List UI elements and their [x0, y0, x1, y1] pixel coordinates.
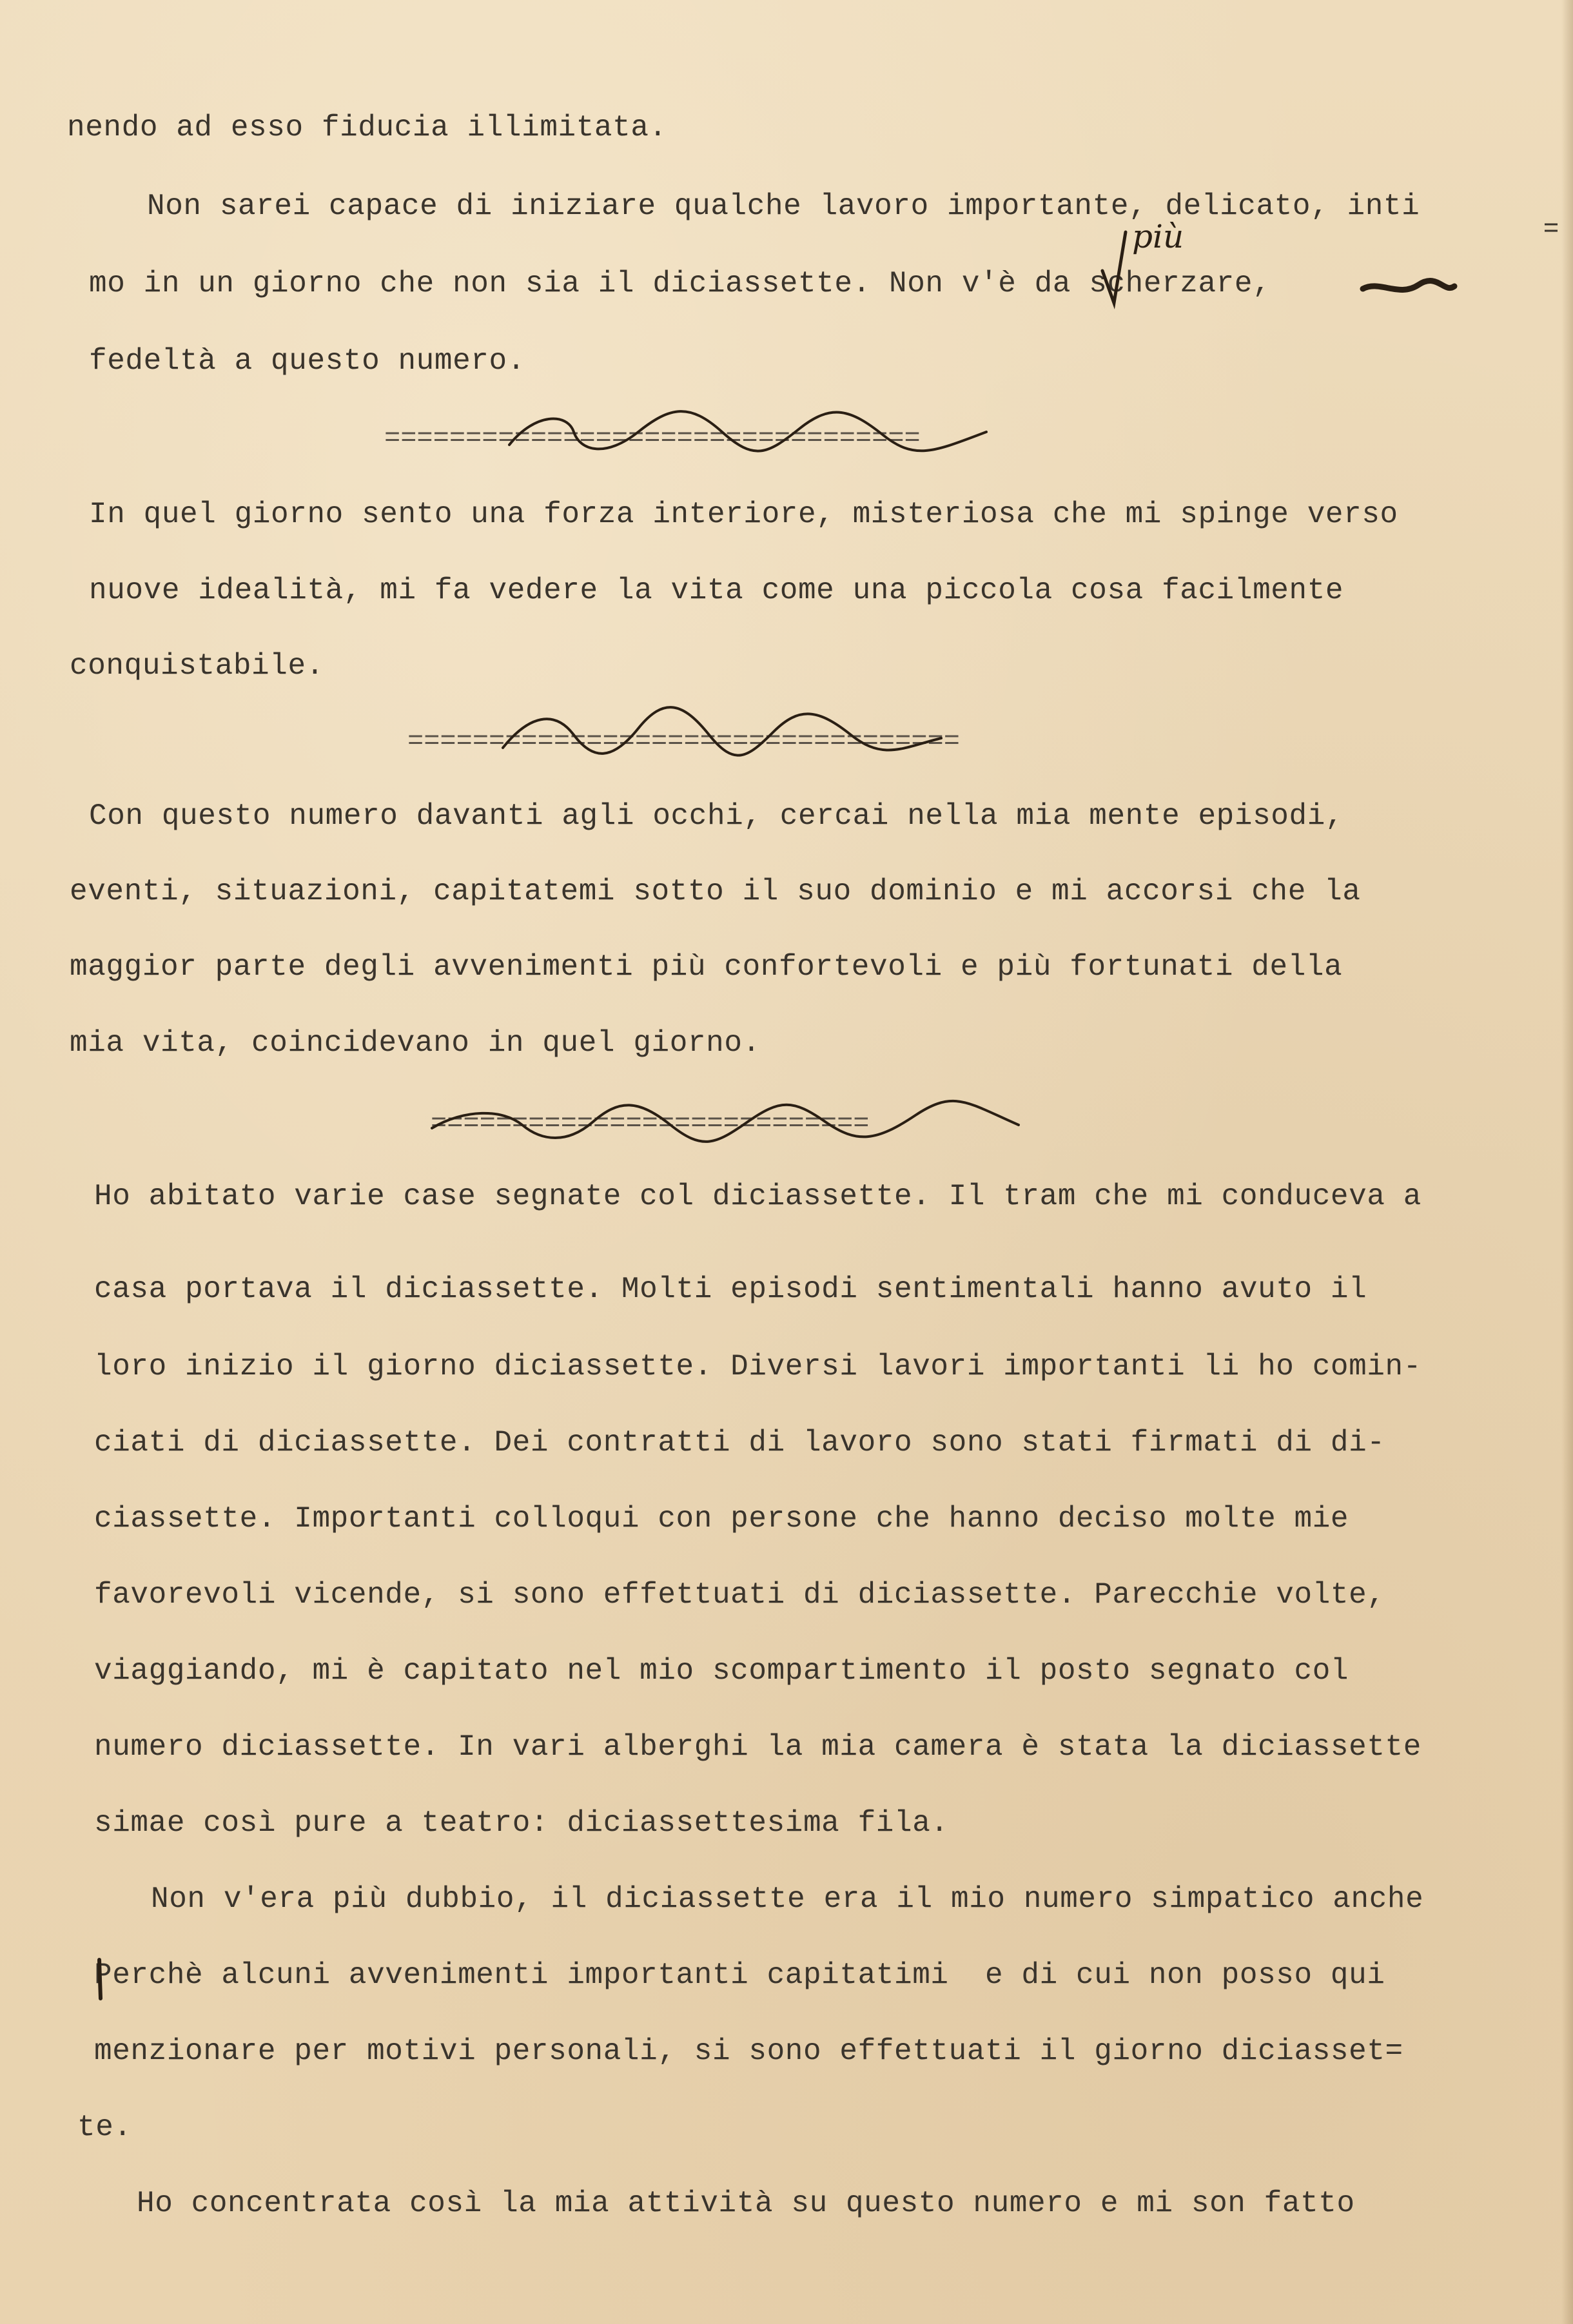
text-line-15: ciati di diciassette. Dei contratti di lavoro sono stati firmati di di-: [94, 1426, 1385, 1460]
text-line-12: Ho abitato varie case segnate col diciassette. Il tram che mi conduceva a: [94, 1180, 1422, 1213]
separator-3: ===========================: [431, 1108, 870, 1139]
text-line-11: mia vita, coincidevano in quel giorno.: [70, 1026, 761, 1060]
separator-2-scribble: [490, 703, 954, 761]
text-line-21: Non v'era più dubbio, il diciassette era il mio numero simpatico anche: [151, 1882, 1424, 1916]
text-line-14: loro inizio il giorno diciassette. Diversi lavori importanti li ho comin-: [94, 1350, 1422, 1383]
text-line-18: viaggiando, mi è capitato nel mio scompartimento il posto segnato col: [94, 1654, 1349, 1688]
text-line-19: numero diciassette. In vari alberghi la mia camera è stata la diciassette: [94, 1730, 1422, 1764]
text-line-2: Non sarei capace di iniziare qualche lavoro importante, delicato, inti: [147, 190, 1420, 223]
text-line-24: te.: [77, 2111, 132, 2144]
text-line-25: Ho concentrata così la mia attività su questo numero e mi son fatto: [137, 2187, 1355, 2220]
text-line-9: eventi, situazioni, capitatemi sotto il suo dominio e mi accorsi che la: [70, 875, 1361, 908]
paper-edge-shadow: [1561, 0, 1573, 2324]
text-line-4: fedeltà a questo numero.: [89, 344, 525, 378]
handwritten-insert: più: [1132, 218, 1184, 255]
separator-3-scribble: [425, 1096, 1031, 1147]
text-line-7: conquistabile.: [70, 649, 324, 683]
text-line-22: Perchè alcuni avvenimenti importanti capitatimi e di cui non posso qui: [94, 1958, 1385, 1992]
text-line-1: nendo ad esso fiducia illimitata.: [67, 111, 667, 144]
handwritten-correction-mark: [90, 1953, 122, 2005]
text-line-17: favorevoli vicende, si sono effettuati di diciassette. Parecchie volte,: [94, 1578, 1385, 1612]
text-line-13: casa portava il diciassette. Molti episodi sentimentali hanno avuto il: [94, 1273, 1367, 1306]
separator-2: ==================================: [407, 726, 960, 757]
text-line-8: Con questo numero davanti agli occhi, cercai nella mia mente episodi,: [89, 799, 1344, 833]
text-line-3: mo in un giorno che non sia il diciassette. Non v'è da scherzare,: [89, 267, 1271, 300]
text-line-16: ciassette. Importanti colloqui con persone che hanno deciso molte mie: [94, 1502, 1349, 1536]
text-line-23: menzionare per motivi personali, si sono effettuati il giorno diciasset=: [94, 2035, 1403, 2068]
text-line-5: In quel giorno sento una forza interiore, misteriosa che mi spinge verso: [89, 498, 1398, 531]
separator-1: =================================: [384, 423, 921, 454]
text-line-10: maggior parte degli avvenimenti più confortevoli e più fortunati della: [70, 950, 1343, 984]
struck-out-word: [1360, 276, 1457, 302]
text-line-6: nuove idealità, mi fa vedere la vita come una piccola cosa facilmente: [89, 574, 1344, 607]
separator-1-scribble: [496, 406, 1012, 458]
margin-correction-mark: [1542, 219, 1561, 239]
text-line-20: simae così pure a teatro: diciassettesima fila.: [94, 1806, 949, 1840]
